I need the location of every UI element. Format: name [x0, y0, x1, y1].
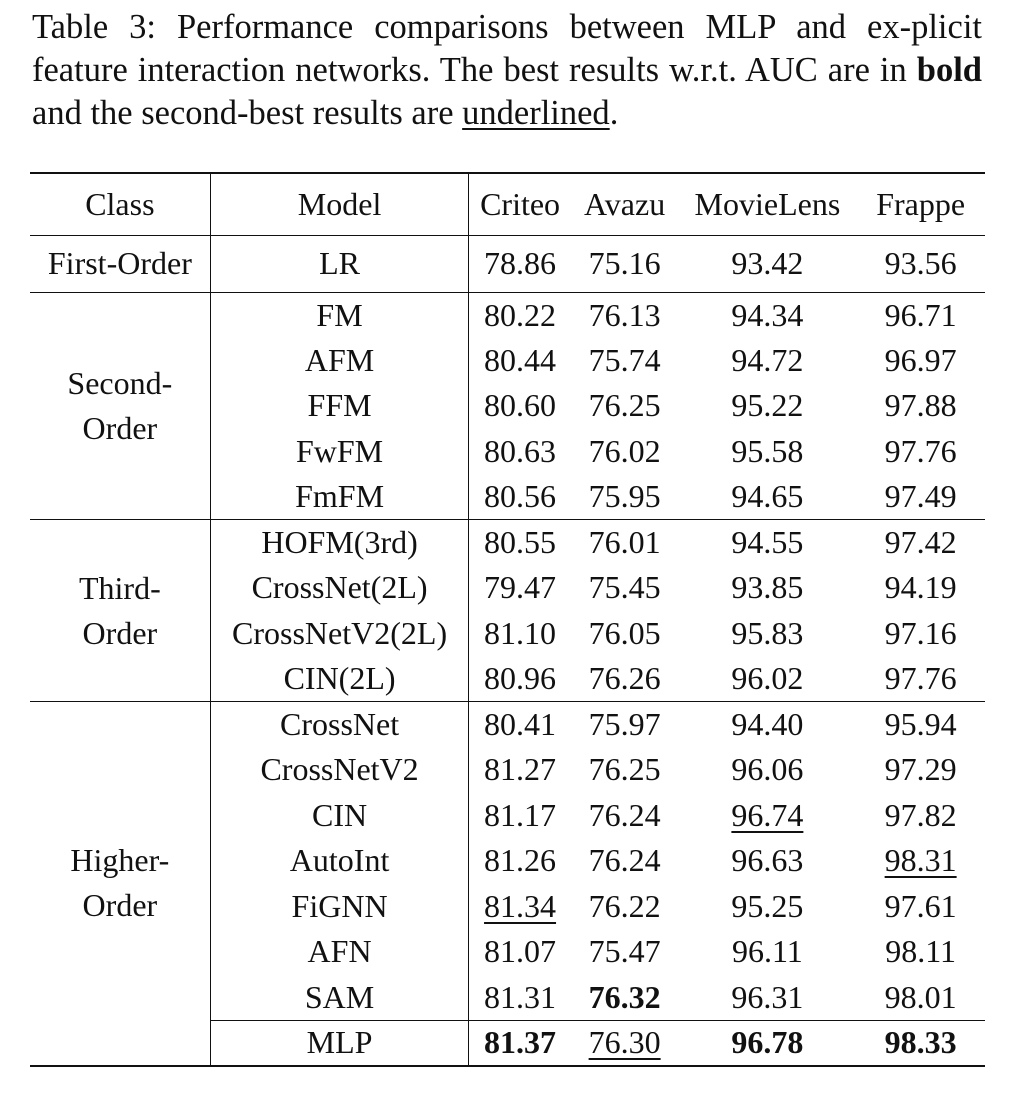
criteo-value: 81.26: [484, 842, 557, 879]
avazu-value: [571, 975, 679, 1021]
movielens-value: 95.25: [731, 887, 804, 924]
avazu-value: 75.47: [588, 933, 661, 970]
avazu-value: 75.95: [588, 478, 661, 514]
model-name: SAM: [210, 975, 469, 1021]
model-name: LR: [210, 235, 469, 292]
avazu-value: 76.26: [588, 660, 661, 696]
frappe-value: 97.29: [884, 751, 957, 788]
criteo-value: 80.56: [484, 478, 557, 514]
second-best-value: 81.34: [484, 887, 557, 924]
frappe-value: 97.88: [884, 387, 957, 424]
group-second-order: [30, 292, 210, 520]
criteo-value: 80.41: [484, 706, 557, 742]
movielens-value: [679, 793, 857, 839]
frappe-value: 98.01: [884, 978, 957, 1015]
avazu-value: 76.22: [588, 887, 661, 924]
frappe-value: [856, 1020, 985, 1066]
criteo-value: [469, 884, 571, 930]
best-value: 81.37: [484, 1024, 557, 1060]
model-name: FFM: [210, 383, 469, 429]
table-caption: [32, 6, 982, 135]
header-avazu: Avazu: [584, 185, 666, 222]
caption-text-middle: and the second-best results are: [32, 94, 463, 132]
table-header-row: [30, 173, 985, 235]
avazu-value: 76.01: [588, 524, 661, 560]
header-model: Model: [210, 173, 469, 235]
avazu-value: [571, 1020, 679, 1066]
best-value: 98.33: [884, 1024, 957, 1060]
header-frappe: Frappe: [876, 185, 966, 222]
model-name: FiGNN: [210, 884, 469, 930]
group-third-order: [30, 520, 210, 702]
second-best-value: 96.74: [731, 796, 804, 833]
movielens-value: 96.63: [731, 842, 804, 879]
criteo-value: 80.55: [484, 524, 557, 560]
criteo-value: 80.44: [484, 341, 557, 378]
header-class: Class: [30, 173, 210, 235]
model-name: CIN(2L): [210, 656, 469, 702]
frappe-value: 96.71: [884, 296, 957, 333]
criteo-value: 80.22: [484, 296, 557, 333]
movielens-value: 96.02: [731, 660, 804, 696]
criteo-value: 79.47: [484, 569, 557, 606]
movielens-value: 95.22: [731, 387, 804, 424]
movielens-value: [679, 1020, 857, 1066]
movielens-value: 94.55: [731, 524, 804, 560]
best-value: 76.32: [588, 978, 661, 1015]
avazu-value: 76.13: [588, 296, 661, 333]
model-name: FwFM: [210, 429, 469, 475]
caption-bold-word: bold: [916, 51, 982, 89]
criteo-value: 81.17: [484, 796, 557, 833]
model-name: AutoInt: [210, 838, 469, 884]
frappe-value: 95.94: [884, 706, 957, 742]
avazu-value: 75.16: [588, 245, 661, 281]
movielens-value: 94.40: [731, 706, 804, 742]
frappe-value: 98.11: [885, 933, 957, 970]
frappe-value: 97.49: [884, 478, 957, 514]
avazu-value: 76.24: [588, 842, 661, 879]
frappe-value: [856, 838, 985, 884]
avazu-value: 76.25: [588, 387, 661, 424]
group-label-line: Order: [82, 887, 158, 924]
movielens-value: 95.83: [731, 614, 804, 651]
model-name: CrossNet: [210, 702, 469, 748]
model-name: CIN: [210, 793, 469, 839]
movielens-value: 94.72: [731, 341, 804, 378]
avazu-value: 75.45: [588, 569, 661, 606]
model-name: CrossNetV2: [210, 747, 469, 793]
frappe-value: 94.19: [884, 569, 957, 606]
table-row: [30, 520, 985, 566]
caption-text-end: .: [609, 94, 619, 132]
model-name: FmFM: [210, 474, 469, 520]
avazu-value: 76.05: [588, 614, 661, 651]
frappe-value: 97.42: [884, 524, 957, 560]
criteo-value: 81.31: [484, 978, 557, 1015]
group-label-line: Order: [82, 614, 158, 651]
best-value: 96.78: [731, 1024, 804, 1060]
model-name: HOFM(3rd): [210, 520, 469, 566]
frappe-value: 97.76: [884, 432, 957, 469]
movielens-value: 93.85: [731, 569, 804, 606]
avazu-value: 76.24: [588, 796, 661, 833]
group-label-line: Order: [82, 409, 158, 446]
avazu-value: 76.02: [588, 432, 661, 469]
header-criteo: Criteo: [480, 185, 561, 222]
movielens-value: 96.06: [731, 751, 804, 788]
group-higher-order: [30, 702, 210, 1066]
frappe-value: 97.76: [884, 660, 957, 696]
criteo-value: 80.60: [484, 387, 557, 424]
model-name: CrossNetV2(2L): [210, 611, 469, 657]
second-best-value: 76.30: [588, 1024, 661, 1060]
group-label-line: Second-: [67, 364, 173, 401]
criteo-value: 80.63: [484, 432, 557, 469]
model-name: CrossNet(2L): [210, 565, 469, 611]
model-name: MLP: [210, 1020, 469, 1066]
group-first-order: First-Order: [30, 235, 210, 292]
caption-text: Performance comparisons between MLP and ex-plicit feature interaction networks. The best results w.r.t. AUC are in: [32, 8, 982, 89]
criteo-value: 81.07: [484, 933, 557, 970]
frappe-value: 97.61: [884, 887, 957, 924]
caption-underlined-word: underlined: [462, 94, 610, 132]
header-movielens: MovieLens: [694, 185, 841, 222]
movielens-value: 94.34: [731, 296, 804, 333]
movielens-value: 96.31: [731, 978, 804, 1015]
frappe-value: 97.16: [884, 614, 957, 651]
movielens-value: 96.11: [731, 933, 803, 970]
movielens-value: 95.58: [731, 432, 804, 469]
model-name: AFM: [210, 338, 469, 384]
model-name: AFN: [210, 929, 469, 975]
results-table: [30, 172, 985, 1067]
model-name: FM: [210, 292, 469, 338]
criteo-value: 78.86: [484, 245, 557, 281]
criteo-value: 80.96: [484, 660, 557, 696]
table-row: [30, 292, 985, 338]
movielens-value: 94.65: [731, 478, 804, 514]
criteo-value: 81.10: [484, 614, 557, 651]
avazu-value: 75.97: [588, 706, 661, 742]
group-label-line: Third-: [78, 569, 161, 606]
caption-label: Table 3:: [32, 8, 156, 46]
second-best-value: 98.31: [884, 842, 957, 879]
frappe-value: 96.97: [884, 341, 957, 378]
frappe-value: 97.82: [884, 796, 957, 833]
criteo-value: 81.27: [484, 751, 557, 788]
table-row: [30, 235, 985, 292]
frappe-value: 93.56: [884, 245, 957, 281]
group-label-line: Higher-: [70, 842, 170, 879]
criteo-value: [469, 1020, 571, 1066]
avazu-value: 76.25: [588, 751, 661, 788]
table-row: [30, 702, 985, 748]
avazu-value: 75.74: [588, 341, 661, 378]
movielens-value: 93.42: [731, 245, 804, 281]
